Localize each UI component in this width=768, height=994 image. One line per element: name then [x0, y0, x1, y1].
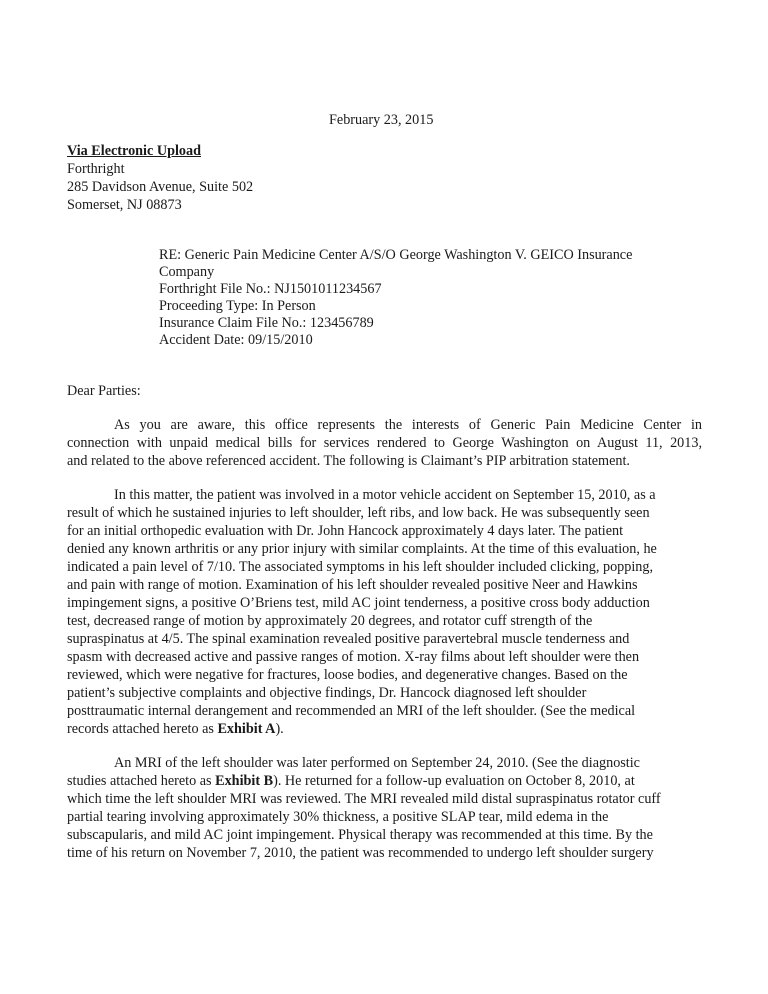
paragraph-1-line: As you are aware, this office represents the interests of Generic Pain Medicine Center in: [114, 417, 702, 433]
paragraph-3-text: ). He returned for a follow-up evaluation on October 8, 2010, at: [273, 773, 635, 789]
paragraph-1-line: and related to the above referenced accident. The following is Claimant’s PIP arbitration statement.: [67, 453, 630, 469]
paragraph-2-line: for an initial orthopedic evaluation with Dr. John Hancock approximately 4 days later. The patient: [67, 523, 624, 539]
paragraph-1-line: connection with unpaid medical bills for services rendered to George Washington on August 11, 2013,: [67, 435, 702, 451]
paragraph-3-line: partial tearing involving approximately 30% thickness, a positive SLAP tear, mild edema in the: [67, 809, 609, 825]
re-file-no: Forthright File No.: NJ1501011234567: [159, 281, 382, 297]
paragraph-2-line: impingement signs, a positive O’Briens test, mild AC joint tenderness, a positive cross body adduction: [67, 595, 650, 611]
paragraph-3-line: [67, 773, 635, 790]
paragraph-2-line: and pain with range of motion. Examination of his left shoulder revealed positive Neer and Hawkins: [67, 577, 638, 593]
paragraph-2-line: In this matter, the patient was involved in a motor vehicle accident on September 15, 2010, as a: [114, 487, 656, 503]
recipient-street: 285 Davidson Avenue, Suite 502: [67, 179, 254, 195]
recipient-city: Somerset, NJ 08873: [67, 197, 182, 213]
re-accident-date: Accident Date: 09/15/2010: [159, 332, 313, 348]
paragraph-2-text: ).: [275, 721, 284, 737]
salutation: Dear Parties:: [67, 383, 141, 399]
exhibit-b-reference: Exhibit B: [215, 773, 274, 789]
paragraph-2-line: indicated a pain level of 7/10. The associated symptoms in his left shoulder included clicking, popping,: [67, 559, 654, 575]
re-line-1: RE: Generic Pain Medicine Center A/S/O George Washington V. GEICO Insurance: [159, 247, 633, 263]
paragraph-2-last-line: [67, 721, 284, 738]
paragraph-2-line: result of which he sustained injuries to left shoulder, left ribs, and low back. He was subsequently seen: [67, 505, 650, 521]
paragraph-2-line: posttraumatic internal derangement and recommended an MRI of the left shoulder. (See the medical: [67, 703, 636, 719]
paragraph-2-line: denied any known arthritis or any prior injury with similar complaints. At the time of this evaluation, he: [67, 541, 657, 557]
recipient-name: Forthright: [67, 161, 125, 177]
exhibit-a-reference: Exhibit A: [217, 721, 276, 737]
re-proceeding: Proceeding Type: In Person: [159, 298, 316, 314]
letter-date: February 23, 2015: [329, 112, 434, 128]
delivery-method: Via Electronic Upload: [67, 143, 201, 159]
paragraph-3-text: studies attached hereto as: [67, 773, 216, 789]
paragraph-2-line: spasm with decreased active and passive ranges of motion. X-ray films about left shoulder were then: [67, 649, 640, 665]
paragraph-3-line: subscapularis, and mild AC joint impingement. Physical therapy was recommended at this time. By the: [67, 827, 653, 843]
paragraph-2-line: test, decreased range of motion by approximately 20 degrees, and rotator cuff strength of the: [67, 613, 593, 629]
paragraph-2-line: supraspinatus at 4/5. The spinal examination revealed positive paravertebral muscle tenderness and: [67, 631, 630, 647]
paragraph-2-text: records attached hereto as: [67, 721, 218, 737]
re-claim-no: Insurance Claim File No.: 123456789: [159, 315, 374, 331]
paragraph-3-line: An MRI of the left shoulder was later performed on September 24, 2010. (See the diagnostic: [114, 755, 640, 771]
re-line-2: Company: [159, 264, 215, 280]
paragraph-3-line: which time the left shoulder MRI was reviewed. The MRI revealed mild distal supraspinatus rotator cuff: [67, 791, 661, 807]
paragraph-2-line: patient’s subjective complaints and objective findings, Dr. Hancock diagnosed left shoulder: [67, 685, 587, 701]
paragraph-3-line: time of his return on November 7, 2010, the patient was recommended to undergo left shoulder surgery: [67, 845, 654, 861]
paragraph-2-line: reviewed, which were negative for fractures, loose bodies, and degenerative changes. Based on the: [67, 667, 628, 683]
